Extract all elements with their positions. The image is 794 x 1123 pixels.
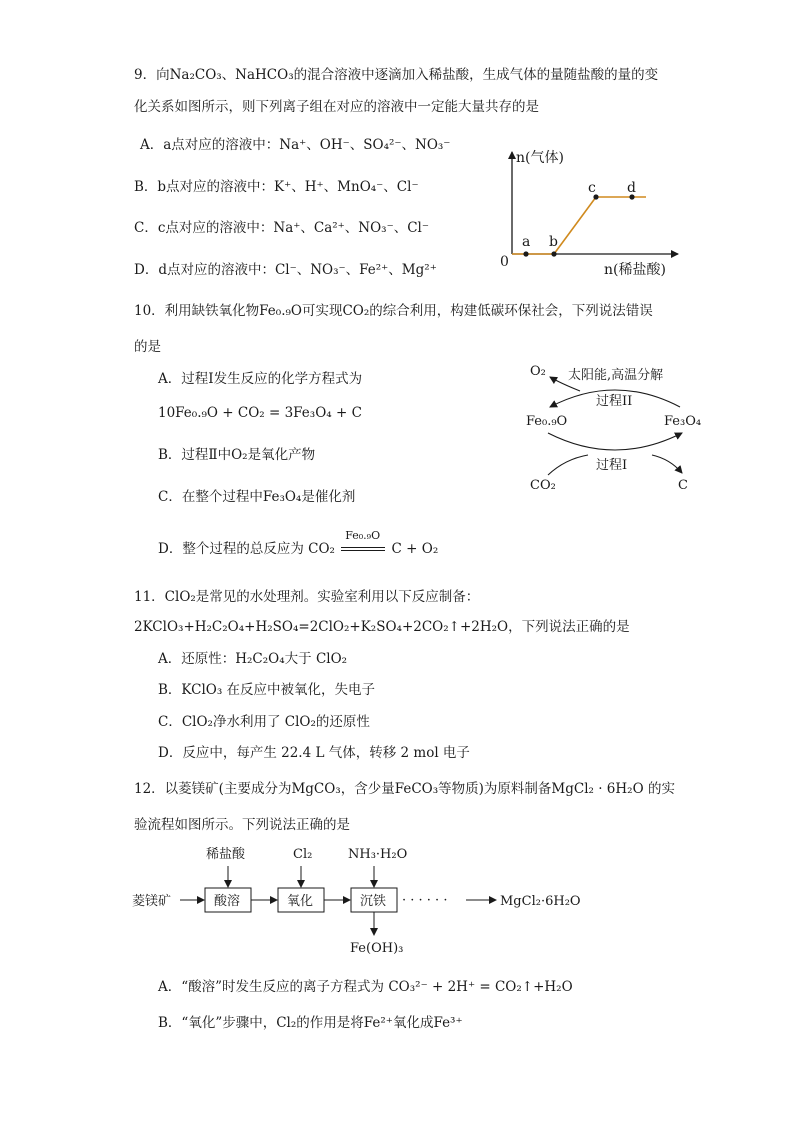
precipitate-label: Fe(OH)₃ [350, 941, 404, 956]
q11-option-b: B．KClO₃ 在反应中被氧化，失电子 [158, 682, 376, 698]
overall-lhs: CO₂ [308, 541, 335, 557]
point-b [551, 251, 556, 256]
c-label: C [678, 478, 688, 493]
q9-stem-line2: 化关系如图所示，则下列离子组在对应的溶液中一定能大量共存的是 [134, 99, 539, 115]
q9-option-a: A．a点对应的溶液中：Na⁺、OH⁻、SO₄²⁻、NO₃⁻ [140, 137, 451, 153]
q9-option-b: B．b点对应的溶液中：K⁺、H⁺、MnO₄⁻、Cl⁻ [134, 179, 419, 195]
q9-option-d: D．d点对应的溶液中：Cl⁻、NO₃⁻、Fe²⁺、Mg²⁺ [134, 262, 437, 278]
step-oxidize-label: 氧化 [287, 894, 314, 909]
co2-label: CO₂ [530, 478, 556, 493]
q10-option-c: C．在整个过程中Fe₃O₄是催化剂 [158, 489, 356, 505]
label-c: c [588, 180, 596, 196]
q9-stem-line1: 9．向Na₂CO₃、NaHCO₃的混合溶液中逐滴加入稀盐酸，生成气体的量随盐酸的量的变 [134, 67, 659, 83]
overall-equals-bar-1 [341, 547, 385, 548]
x-axis-label: n(稀盐酸) [604, 262, 666, 278]
q12-stem-line2: 验流程如图所示。下列说法正确的是 [134, 817, 350, 833]
start-material-label: 菱镁矿 [132, 894, 172, 909]
q10-option-a: A．过程Ⅰ发生反应的化学方程式为 [158, 371, 363, 387]
top-condition-label: 太阳能,高温分解 [568, 368, 664, 383]
fe09o-label: Fe₀.₉O [526, 414, 568, 429]
overall-arrow [339, 529, 387, 558]
q10-stem-line2: 的是 [134, 339, 161, 355]
step-acid-dissolve-label: 酸溶 [214, 894, 241, 909]
gas-curve-rise [554, 197, 596, 254]
q10-option-a-equation: 10Fe₀.₉O + CO₂ = 3Fe₃O₄ + C [158, 405, 362, 421]
q11-stem-line2: 2KClO₃+H₂C₂O₄+H₂SO₄=2ClO₂+K₂SO₄+2CO₂↑+2H₂O，下列说法正确的是 [134, 619, 630, 635]
step-iron-precip-label: 沉铁 [360, 894, 387, 909]
overall-equals-bar-2 [341, 550, 385, 551]
o2-label: O₂ [530, 364, 546, 379]
reagent-cl2-label: Cl₂ [293, 847, 313, 862]
q9-option-c: C．c点对应的溶液中：Na⁺、Ca²⁺、NO₃⁻、Cl⁻ [134, 220, 429, 236]
q12-option-a: A．“酸溶”时发生反应的离子方程式为 CO₃²⁻ + 2H⁺ = CO₂↑+H₂O [158, 979, 573, 995]
origin-label: 0 [500, 254, 509, 270]
co2-input-arrow [548, 455, 588, 475]
q11-option-d: D．反应中，每产生 22.4 L 气体，转移 2 mol 电子 [158, 745, 470, 761]
y-axis-label: n(气体) [516, 150, 564, 166]
label-d: d [627, 180, 636, 196]
process-i-arc [548, 433, 682, 450]
q12-stem-line1: 12．以菱镁矿(主要成分为MgCO₃，含少量FeCO₃等物质)为原料制备MgCl₂ · 6H₂O 的实 [134, 781, 675, 797]
q11-option-c: C．ClO₂净水利用了 ClO₂的还原性 [158, 714, 370, 730]
process-ii-label: 过程II [596, 394, 633, 409]
fe3o4-label: Fe₃O₄ [664, 414, 702, 429]
q10-cycle-diagram [520, 355, 720, 500]
q11-stem-line1: 11．ClO₂是常见的水处理剂。实验室利用以下反应制备： [134, 589, 480, 605]
overall-condition: Fe₀.₉O [345, 529, 381, 542]
overall-rhs: C + O₂ [391, 541, 439, 557]
q9-gas-graph [490, 140, 690, 285]
q10-option-d [158, 529, 439, 558]
product-label: MgCl₂·6H₂O [500, 894, 581, 909]
q10-option-d-equation [308, 529, 439, 558]
point-a [523, 251, 528, 256]
c-output-arrow [652, 455, 682, 473]
q12-option-b: B．“氧化”步骤中，Cl₂的作用是将Fe²⁺氧化成Fe³⁺ [158, 1015, 463, 1031]
q11-option-a: A．还原性：H₂C₂O₄大于 ClO₂ [158, 651, 348, 667]
flow-ellipsis: · · · · · · [402, 893, 448, 908]
q10-stem-line1: 10．利用缺铁氧化物Fe₀.₉O可实现CO₂的综合利用，构建低碳环保社会，下列说法错误 [134, 303, 653, 319]
label-a: a [522, 234, 531, 250]
process-i-label: 过程I [596, 458, 628, 473]
q10-option-b: B．过程Ⅱ中O₂是氧化产物 [158, 447, 316, 463]
reagent-hcl-label: 稀盐酸 [206, 847, 246, 862]
q12-process-flowchart [130, 840, 590, 965]
q10-option-d-prefix: D．整个过程的总反应为 [158, 541, 304, 557]
reagent-nh3-label: NH₃·H₂O [348, 847, 408, 862]
label-b: b [549, 234, 558, 250]
